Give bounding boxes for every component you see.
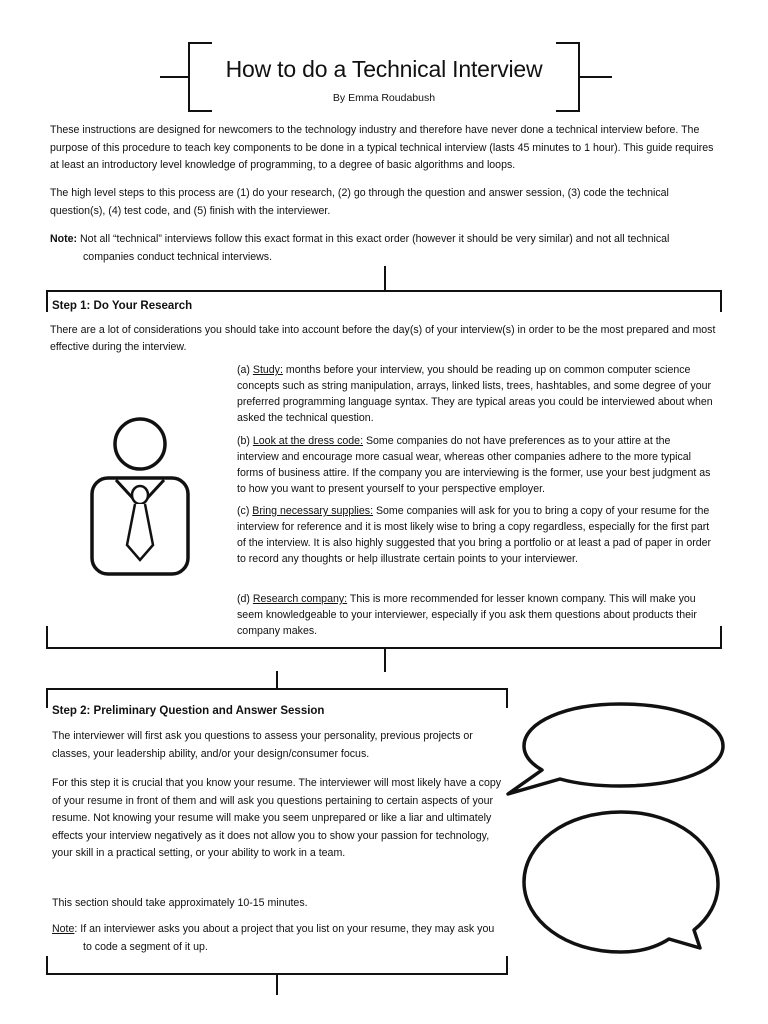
- step1-top-left-edge: [46, 290, 48, 312]
- intro-paragraph-2: The high level steps to this process are (1) do your research, (2) go through the question and answer session, (3) code the technical question(s), (4) test code, and (5) finish with the interviewer.: [50, 187, 669, 217]
- step2-note-text: : If an interviewer asks you about a project that you list on your resume, they may ask you to code a segment of it up.: [74, 923, 495, 953]
- intro-note: [50, 231, 720, 266]
- step2-note: [52, 921, 502, 956]
- step1-bottom-left-edge: [46, 626, 48, 649]
- intro-paragraph-1: These instructions are designed for newcomers to the technology industry and therefore have never done a technical interview before. The purpose of this procedure to teach key components to be done in a typical technical interview (lasts 45 minutes to 1 hour). This guide requires at least an introductory level knowledge of programming, to a degree of basic algorithms and loops.: [50, 124, 714, 171]
- title-bracket-right-top: [556, 42, 580, 44]
- connector-step2-top: [276, 671, 278, 689]
- step1-item-a-label: Study:: [252, 364, 283, 376]
- connector-step2-bottom: [276, 975, 278, 995]
- step2-paragraph-1: The interviewer will first ask you questions to assess your personality, previous projects or classes, your leadership ability, and/or your design/consumer focus.: [52, 730, 473, 760]
- interviewee-person-icon: [86, 410, 194, 580]
- author-byline: By Emma Roudabush: [332, 92, 436, 104]
- step2-paragraph-2: For this step it is crucial that you know your resume. The interviewer will most likely have a copy of your resume in front of them and will ask you questions pertaining to certain aspects of your resume. Not knowing your resume will make you seem unprepared or like a liar and ultimately effects your interview negatively as it does not allow you to show your passion for technology, your skill in a practical setting, or your ability to work in a team.: [52, 777, 502, 859]
- step2-top-left-edge: [46, 688, 48, 708]
- step1-bottom-right-edge: [720, 626, 722, 649]
- step1-item-c: (c) Bring necessary supplies: Some companies will ask for you to bring a copy of your resume for the interview for reference and it is most likely wise to bring a copy regardless, especially for the first part of the interview. It is also highly suggested that you bring a portfolio or at least a pad of paper in order to record any thoughts or help illustrate certain points to your interviewer.: [237, 505, 712, 565]
- title-bracket-left-tick: [160, 76, 190, 78]
- speech-bubble-small: [500, 696, 736, 800]
- step2-bottom-left-edge: [46, 956, 48, 975]
- step2-top-border: [46, 688, 508, 690]
- step2-title: Step 2: Preliminary Question and Answer Session: [52, 705, 325, 717]
- speech-bubble-large: [506, 806, 742, 956]
- step1-top-right-edge: [720, 290, 722, 312]
- step1-item-d: (d) Research company: This is more recommended for lesser known company. This will make you seem knowledgeable to your interviewer, especially if you ask them questions about products their company makes.: [237, 593, 697, 637]
- step1-intro: There are a lot of considerations you should take into account before the day(s) of your interview(s) in order to be the most prepared and most effective during the interview.: [50, 324, 716, 353]
- step1-title: Step 1: Do Your Research: [52, 300, 193, 312]
- connector-intro-step1: [384, 266, 386, 290]
- step1-item-b: (b) Look at the dress code: Some companies do not have preferences as to your attire at the interview and encourage more casual wear, whereas other companies adhere to the more typical forms of business attire. If the company you are interviewing is the former, use your best judgment as to how you want to present yourself to your perspective employer.: [237, 435, 711, 495]
- step1-item-c-label: Bring necessary supplies:: [252, 505, 374, 517]
- document-title: How to do a Technical Interview: [225, 56, 543, 82]
- title-bracket-left-top: [188, 42, 212, 44]
- step1-item-b-label: Look at the dress code:: [252, 435, 364, 447]
- intro-note-text: Not all “technical” interviews follow this exact format in this exact order (however it should be very similar) and not all technical companies conduct technical interviews.: [77, 233, 670, 263]
- connector-step1-step2: [384, 648, 386, 672]
- step1-item-a: (a) Study: months before your interview, you should be reading up on common computer science concepts such as string manipulation, arrays, linked lists, trees, hashtables, and some degree of your preferred programming language syntax. They are typical areas you could be interviewed about when asked the technical question.: [237, 364, 713, 424]
- step1-item-d-label: Research company:: [252, 593, 348, 605]
- step2-bottom-right-edge: [506, 956, 508, 975]
- title-bracket-right-bottom: [556, 110, 580, 112]
- intro-note-label: Note:: [50, 233, 78, 245]
- step2-paragraph-3: This section should take approximately 10-15 minutes.: [52, 897, 308, 909]
- step1-top-border: [46, 290, 722, 292]
- step2-note-label: Note: [52, 923, 75, 935]
- title-bracket-right-tick: [578, 76, 612, 78]
- title-bracket-left-bottom: [188, 110, 212, 112]
